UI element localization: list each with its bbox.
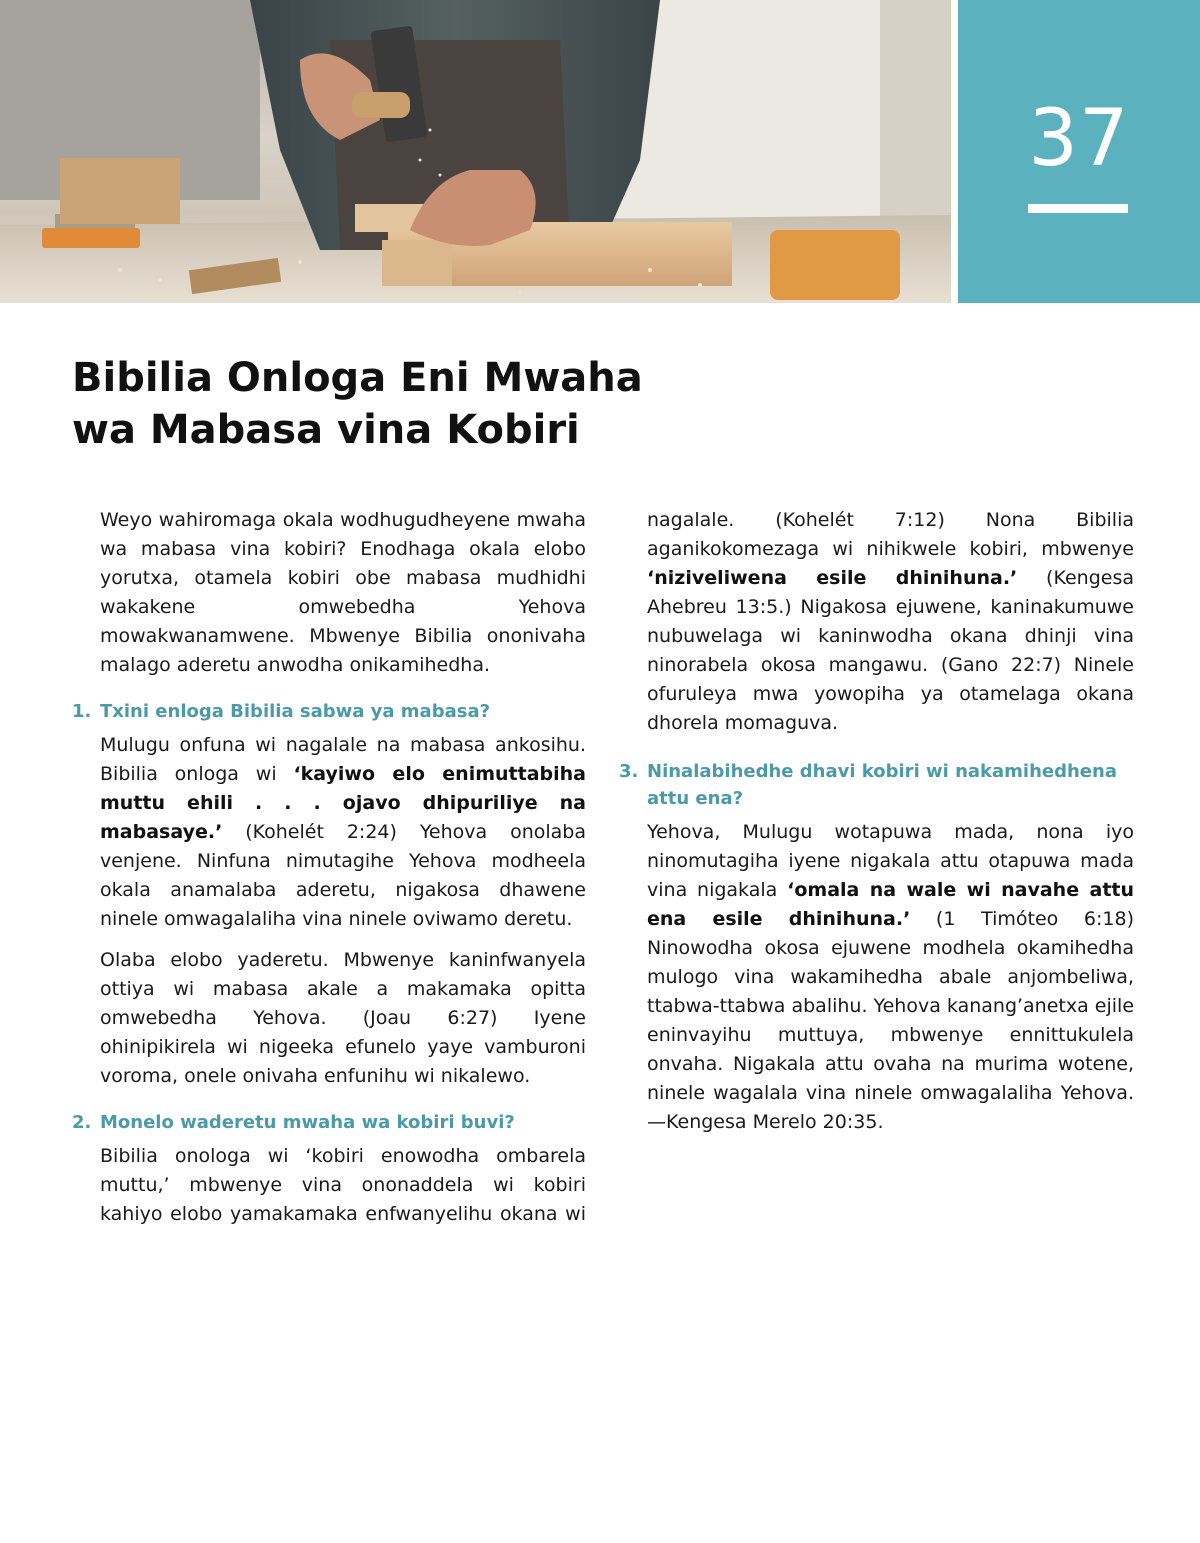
scripture-quote: ‘kayiwo elo enimuttabiha muttu ehili . . . ojavo dhipuriliye na mabasaye.’ [100, 763, 586, 843]
question-number: 3. [619, 761, 639, 782]
section-1-paragraph-2: Olaba elobo yaderetu. Mbwenye kaninfwanyela ottiya wi mabasa akale a makamaka opitta omwebedha Yehova. (Joau 6:27) Iyene ohinipikirela wi nigeeka efunelo yaye vamburoni voroma, onele onivaha enfunihu wi nikalewo. [100, 949, 586, 1087]
section-2-paragraph-1-continued [647, 506, 1134, 738]
question-2-heading [72, 1109, 586, 1136]
section-3-paragraph-1 [647, 818, 1134, 1137]
chapter-underline [1028, 204, 1128, 213]
text-run: nagalale. (Kohelét 7:12) Nona Bibilia aganikokomezaga wi nihikwele kobiri, mbwenye [647, 509, 1134, 560]
question-3-heading [619, 758, 1134, 812]
section-1-paragraph-1 [100, 731, 586, 934]
text-run: (Kengesa Ahebreu 13:5.) Nigakosa ejuwene, kaninakumuwe nubuwelaga wi kaninwodha okana dhinji vina ninorabela okosa mangawu. (Gano 22:7) Ninele ofuruleya mwa yowopiha ya otamelaga okana dhorela momaguva. [647, 567, 1134, 734]
text-run: (1 Timóteo 6:18) Ninowodha okosa ejuwene modhela okamihedha mulogo vina wakamihedha abale anjombeliwa, ttabwa-ttabwa abalihu. Yehova kanang’anetxa ejile eninvayihu muttuya, mbwenye ennittukulela onvaha. Nigakala attu ovaha na murima wotene, ninele wagalala vina ninele omwagalaliha Yehova.—Kengesa Merelo 20:35. [647, 908, 1135, 1133]
text-run: (Kohelét 2:24) Yehova onolaba venjene. Ninfuna nimutagihe Yehova modheela okala anamalaba aderetu, nigakosa dhawene ninele omwagalaliha vina ninele oviwamo deretu. [100, 821, 586, 930]
chapter-number: 37 [1028, 94, 1130, 184]
question-text: Ninalabihedhe dhavi kobiri wi nakamihedhena attu ena? [647, 761, 1117, 809]
carpenter-hammering-nail-photo [0, 0, 951, 303]
title-line-1: Bibilia Onloga Eni Mwaha [72, 355, 643, 401]
left-column [72, 506, 586, 1229]
question-text: Monelo waderetu mwaha wa kobiri buvi? [100, 1112, 515, 1133]
right-column-content [619, 506, 1135, 1137]
text-run: Mulugu onfuna wi nagalale na mabasa ankosihu. Bibilia onloga wi [100, 734, 586, 785]
scripture-quote: ‘omala na wale wi navahe attu ena esile dhinihuna.’ [647, 879, 1135, 930]
question-text: Txini enloga Bibilia sabwa ya mabasa? [100, 701, 491, 722]
text-run: Bibilia onologa wi ‘kobiri enowodha ombarela muttu,’ mbwenye vina ononaddela wi kobiri kahiyo elobo yamakamaka enfwanyelihu okana wi [100, 1145, 586, 1225]
scripture-quote: ‘niziveliwena esile dhinihuna.’ [647, 567, 1018, 589]
chapter-badge [958, 0, 1200, 303]
text-run: Yehova, Mulugu wotapuwa mada, nona iyo ninomutagiha iyene nigakala attu otapuwa mada vina nigakala [647, 821, 1134, 901]
title-line-2: wa Mabasa vina Kobiri [72, 407, 580, 453]
question-1-heading [72, 698, 586, 725]
page-title [72, 352, 772, 456]
intro-paragraph: Weyo wahiromaga okala wodhugudheyene mwaha wa mabasa vina kobiri? Enodhaga okala elobo yorutxa, otamela kobiri obe mabasa mudhidhi wakakene omwebedha Yehova mowakwanamwene. Mbwenye Bibilia ononivaha malago aderetu anwodha onikamihedha. [100, 509, 586, 676]
header-photo [0, 0, 951, 303]
question-number: 1. [72, 701, 92, 722]
question-number: 2. [72, 1112, 92, 1133]
section-2-paragraph-1 [100, 1142, 586, 1229]
